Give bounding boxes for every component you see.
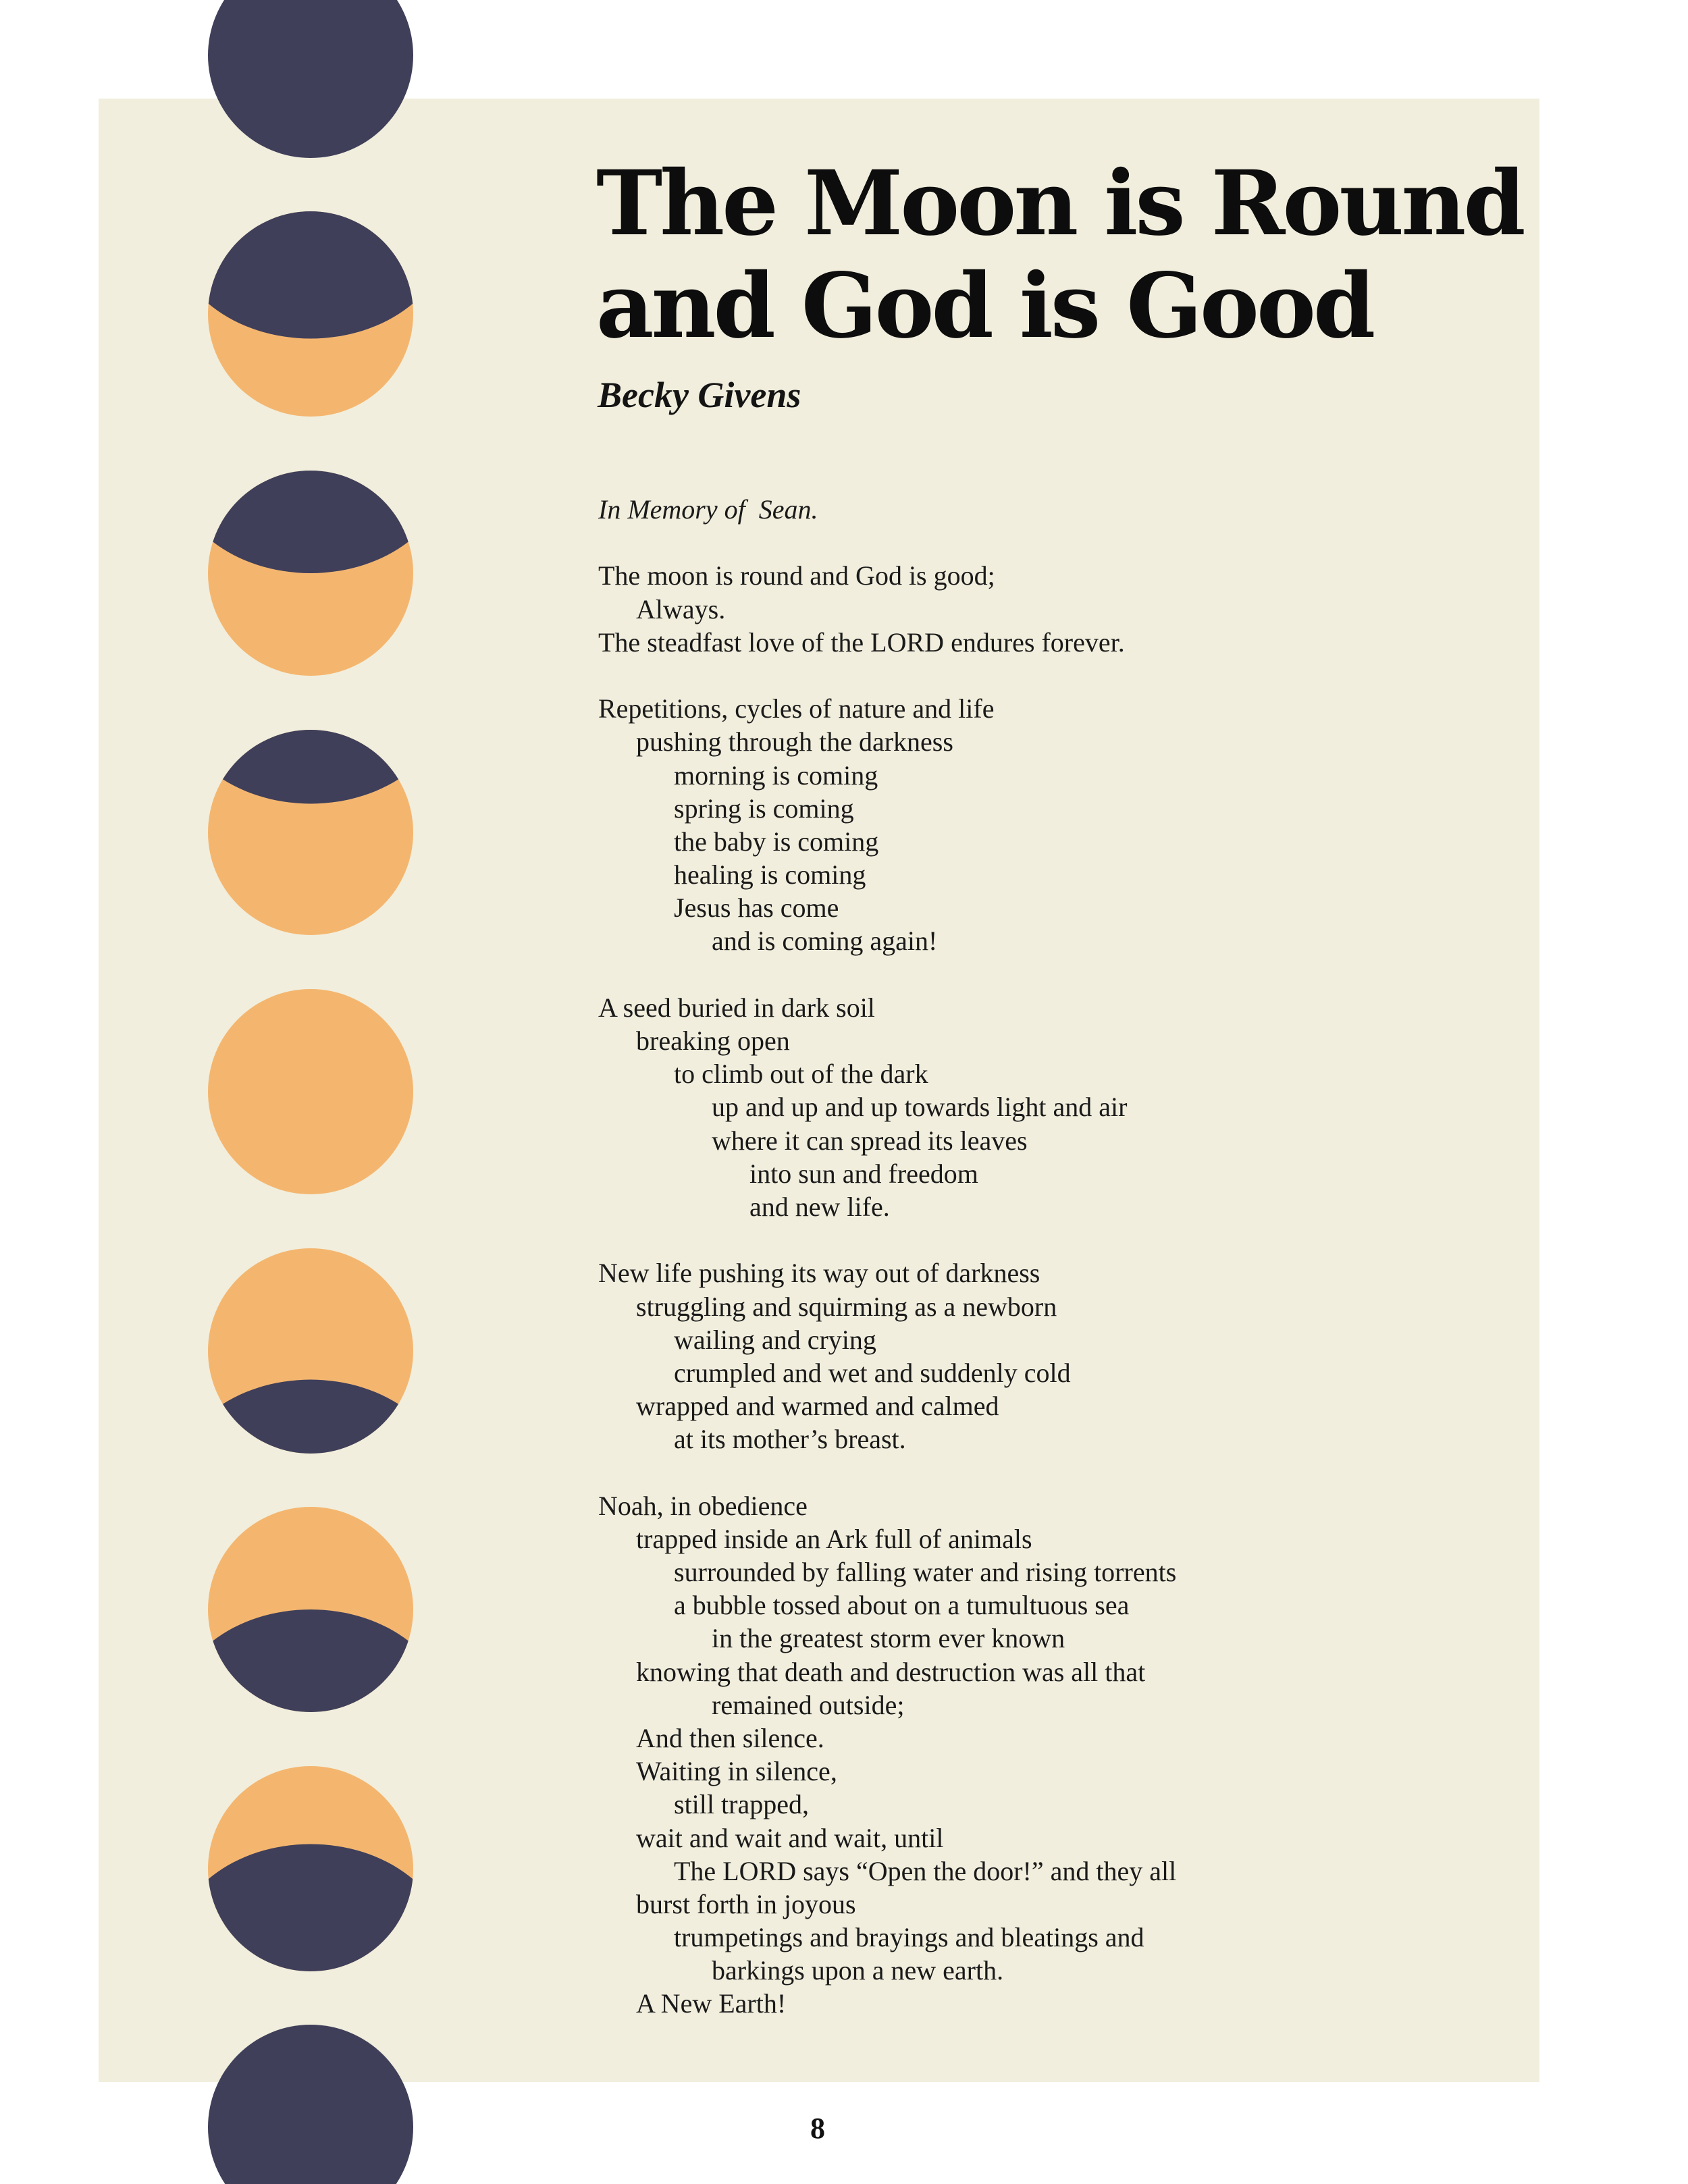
poem-line: The steadfast love of the LORD endures forever.: [598, 627, 1125, 658]
poem-body: [598, 493, 1176, 2021]
poem-line: Repetitions, cycles of nature and life: [598, 693, 995, 724]
poem-line: burst forth in joyous: [636, 1888, 856, 1919]
stanza-gap: [598, 958, 1176, 991]
stanza-gap: [598, 526, 1176, 559]
stanza: [598, 991, 1176, 1223]
new-moon-icon: [208, 2025, 413, 2184]
poem-line: crumpled and wet and suddenly cold: [674, 1357, 1071, 1388]
poem-line: still trapped,: [674, 1789, 809, 1820]
stanza-gap: [598, 659, 1176, 692]
stanza: [598, 1489, 1176, 2021]
stanza: [598, 692, 1176, 958]
poem-line: Always.: [636, 593, 726, 624]
poem-line: pushing through the darkness: [636, 726, 953, 757]
poem-line: to climb out of the dark: [674, 1059, 928, 1090]
full-moon-icon: [208, 989, 413, 1194]
poem-line: barkings upon a new earth.: [712, 1955, 1004, 1986]
poem-line: knowing that death and destruction was all that: [636, 1656, 1146, 1687]
poem-stanzas: [598, 559, 1176, 2020]
author-name: Becky Givens: [598, 375, 801, 415]
poem-line: Waiting in silence,: [636, 1756, 837, 1787]
poem-line: breaking open: [636, 1026, 790, 1056]
poem-line: spring is coming: [674, 793, 854, 824]
poem-line: into sun and freedom: [749, 1158, 978, 1189]
waxing-crescent-icon: [172, 123, 449, 417]
poem-line: healing is coming: [674, 859, 866, 890]
poem-line: wailing and crying: [674, 1324, 876, 1355]
poem-line: New life pushing its way out of darkness: [598, 1258, 1040, 1289]
page-number: 8: [810, 2112, 825, 2145]
poem-line: wrapped and warmed and calmed: [636, 1391, 999, 1422]
poem-line: morning is coming: [674, 760, 878, 791]
poem-line: at its mother’s breast.: [674, 1424, 906, 1455]
poem-title: [596, 151, 1523, 358]
new-moon-icon: [208, 0, 413, 158]
stanza-gap: [598, 1456, 1176, 1489]
poem-line: where it can spread its leaves: [712, 1125, 1028, 1156]
poem-line: And then silence.: [636, 1722, 824, 1753]
poem-line: Noah, in obedience: [598, 1490, 808, 1521]
poem-line: up and up and up towards light and air: [712, 1092, 1128, 1123]
poem-line: remained outside;: [712, 1689, 905, 1720]
waning-crescent-icon: [172, 1766, 449, 2060]
poem-line: the baby is coming: [674, 826, 879, 857]
poem-line: in the greatest storm ever known: [712, 1623, 1065, 1654]
poem-line: and new life.: [749, 1191, 890, 1222]
poem-line: trapped inside an Ark full of animals: [636, 1523, 1032, 1554]
stanza: [598, 559, 1176, 659]
poem-line: and is coming again!: [712, 926, 938, 957]
dedication: In Memory of Sean.: [598, 494, 818, 525]
poem-line: surrounded by falling water and rising torrents: [674, 1557, 1177, 1587]
poem-line: A seed buried in dark soil: [598, 992, 875, 1023]
stanza: [598, 1256, 1176, 1456]
poem-line: The moon is round and God is good;: [598, 560, 995, 591]
poem-line: The LORD says “Open the door!” and they all: [674, 1855, 1177, 1886]
stanza-gap: [598, 1223, 1176, 1256]
poem-title-line-1: The Moon is Round: [596, 151, 1523, 256]
poem-line: trumpetings and brayings and bleatings and: [674, 1922, 1144, 1953]
poem-line: Jesus has come: [674, 893, 839, 924]
poem-line: a bubble tossed about on a tumultuous sea: [674, 1590, 1130, 1621]
poem-line: A New Earth!: [636, 1988, 787, 2019]
poem-title-line-2: and God is Good: [596, 254, 1373, 358]
poem-line: wait and wait and wait, until: [636, 1822, 944, 1853]
poem-line: struggling and squirming as a newborn: [636, 1291, 1057, 1322]
